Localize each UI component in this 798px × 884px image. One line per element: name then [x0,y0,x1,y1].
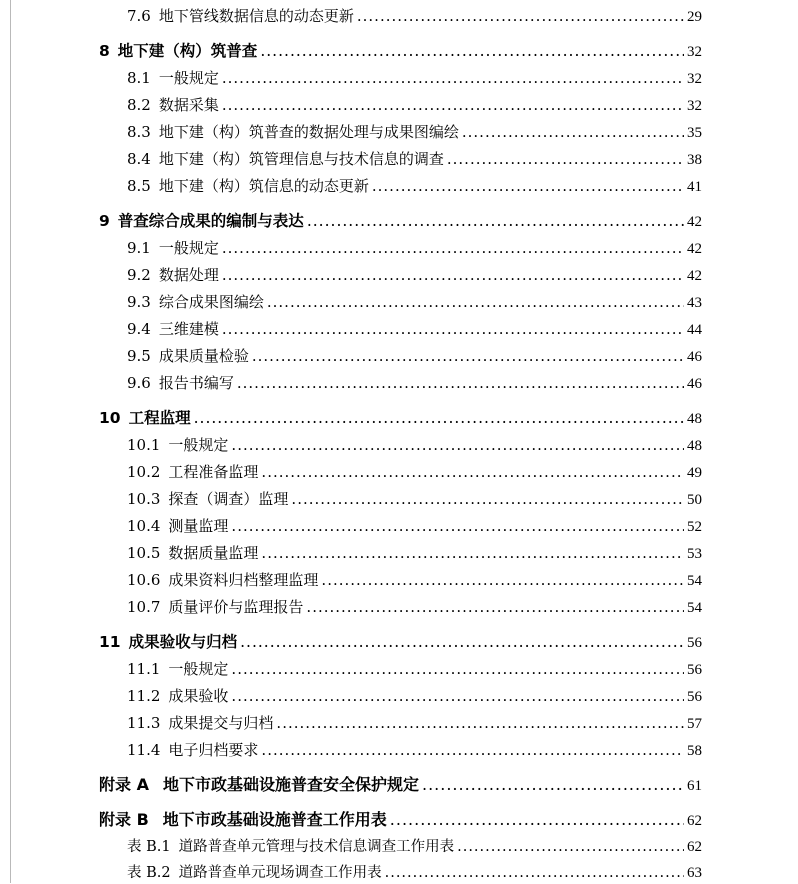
toc-entry-page-number: 57 [687,716,702,732]
toc-entry-title: 普查综合成果的编制与表达 [117,212,304,230]
toc-entry-number: 10.1 [127,436,161,454]
toc-entry-title: 质量评价与监理报告 [168,598,304,616]
toc-entry-page-number: 56 [687,662,702,678]
toc-entry-chapter[interactable] [99,210,702,232]
toc-entry-number: 8.5 [127,177,151,195]
toc-entry-number: 附录 B [99,810,149,829]
toc-entry-title: 成果提交与归档 [168,714,274,732]
toc-entry-page-number: 32 [687,44,702,60]
toc-entry-page-number: 32 [687,71,702,87]
toc-entry-number: 9.2 [127,266,151,284]
toc-entry-number: 10 [99,409,121,427]
toc-entry-section[interactable] [127,5,702,27]
toc-entry-number: 11.4 [127,741,161,759]
dot-leader [222,67,684,89]
toc-entry-title: 一般规定 [168,660,229,678]
dot-leader [267,291,684,313]
toc-entry-section[interactable] [127,291,702,313]
toc-entry-title: 成果质量检验 [158,347,249,365]
dot-leader [231,515,684,537]
dot-leader [462,121,684,143]
toc-entry-number: 8.4 [127,150,151,168]
toc-entry-page-number: 44 [687,322,702,338]
dot-leader [291,488,684,510]
toc-entry-page-number: 62 [687,813,702,829]
toc-entry-section[interactable] [127,685,702,707]
toc-entry-section[interactable] [127,121,702,143]
toc-entry-section[interactable] [127,67,702,89]
dot-leader [237,372,684,394]
toc-entry-page-number: 32 [687,98,702,114]
toc-entry-number: 9.6 [127,374,151,392]
toc-entry-page-number: 56 [687,689,702,705]
toc-entry-title: 数据处理 [158,266,219,284]
toc-entry-title: 报告书编写 [158,374,234,392]
toc-entry-title: 道路普查单元现场调查工作用表 [178,865,382,881]
dot-leader [306,596,684,618]
toc-entry-page-number: 42 [687,241,702,257]
toc-entry-page-number: 63 [687,865,702,881]
toc-entry-page-number: 48 [687,411,702,427]
toc-entry-section[interactable] [127,237,702,259]
toc-entry-section[interactable] [127,658,702,680]
toc-entry-appendix[interactable] [99,774,702,796]
dot-leader [222,264,684,286]
toc-entry-table[interactable] [127,836,702,858]
dot-leader [385,862,684,884]
toc-entry-page-number: 52 [687,519,702,535]
toc-entry-number: 8.3 [127,123,151,141]
dot-leader [307,210,684,232]
toc-entry-section[interactable] [127,712,702,734]
toc-entry-number: 9.1 [127,239,151,257]
toc-entry-page-number: 42 [687,214,702,230]
toc-entry-page-number: 58 [687,743,702,759]
toc-entry-page-number: 41 [687,179,702,195]
toc-entry-page-number: 62 [687,839,702,855]
toc-entry-section[interactable] [127,596,702,618]
toc-entry-section[interactable] [127,148,702,170]
dot-leader [252,345,684,367]
toc-entry-page-number: 42 [687,268,702,284]
toc-entry-title: 数据采集 [158,96,219,114]
toc-entry-number: 表 B.1 [127,839,171,855]
toc-entry-number: 9 [99,212,110,230]
toc-entry-number: 10.4 [127,517,161,535]
toc-entry-table[interactable] [127,862,702,884]
toc-entry-section[interactable] [127,515,702,537]
dot-leader [390,809,684,831]
toc-entry-number: 9.3 [127,293,151,311]
dot-leader [321,569,684,591]
toc-entry-page-number: 35 [687,125,702,141]
toc-entry-chapter[interactable] [99,407,702,429]
toc-entry-title: 测量监理 [168,517,229,535]
toc-entry-page-number: 53 [687,546,702,562]
toc-entry-number: 11.2 [127,687,161,705]
toc-entry-title: 工程监理 [128,409,191,427]
toc-entry-title: 电子归档要求 [168,741,259,759]
toc-entry-number: 8.1 [127,69,151,87]
toc-entry-page-number: 46 [687,376,702,392]
toc-entry-title: 地下建（构）筑管理信息与技术信息的调查 [158,150,444,168]
toc-entry-number: 10.7 [127,598,161,616]
toc-entry-page-number: 38 [687,152,702,168]
dot-leader [222,237,684,259]
toc-entry-section[interactable] [127,461,702,483]
dot-leader [447,148,684,170]
toc-entry-number: 9.4 [127,320,151,338]
toc-entry-chapter[interactable] [99,631,702,653]
toc-entry-title: 地下建（构）筑信息的动态更新 [158,177,369,195]
toc-entry-number: 8.2 [127,96,151,114]
dot-leader [194,407,684,429]
toc-entry-page-number: 54 [687,573,702,589]
toc-entry-page-number: 54 [687,600,702,616]
dot-leader [422,774,684,796]
toc-entry-number: 8 [99,42,110,60]
toc-entry-page-number: 46 [687,349,702,365]
toc-entry-title: 一般规定 [168,436,229,454]
toc-entry-number: 9.5 [127,347,151,365]
dot-leader [276,712,684,734]
dot-leader [231,658,684,680]
dot-leader [231,434,684,456]
toc-entry-number: 10.3 [127,490,161,508]
toc-entry-section[interactable] [127,372,702,394]
toc-entry-section[interactable] [127,264,702,286]
toc-entry-number: 7.6 [127,7,151,25]
toc-entry-section[interactable] [127,739,702,761]
dot-leader [261,739,684,761]
toc-entry-section[interactable] [127,345,702,367]
toc-entry-page-number: 50 [687,492,702,508]
dot-leader [372,175,684,197]
toc-entry-section[interactable] [127,488,702,510]
toc-entry-number: 11 [99,633,121,651]
dot-leader [260,40,684,62]
dot-leader [457,836,684,858]
toc-entry-title: 成果验收 [168,687,229,705]
toc-entry-title: 道路普查单元管理与技术信息调查工作用表 [178,839,455,855]
toc-entry-number: 10.2 [127,463,161,481]
toc-entry-title: 探查（调查）监理 [168,490,289,508]
toc-entry-section[interactable] [127,434,702,456]
toc-entry-title: 成果验收与归档 [128,633,238,651]
toc-entry-section[interactable] [127,94,702,116]
toc-entry-page-number: 43 [687,295,702,311]
toc-entry-title: 地下市政基础设施普查工作用表 [162,810,387,829]
toc-entry-title: 地下管线数据信息的动态更新 [158,7,354,25]
toc-entry-page-number: 61 [687,778,702,794]
dot-leader [231,685,684,707]
toc-entry-number: 10.5 [127,544,161,562]
toc-entry-title: 地下市政基础设施普查安全保护规定 [162,775,419,794]
dot-leader [357,5,684,27]
toc-entry-title: 数据质量监理 [168,544,259,562]
toc-entry-number: 11.1 [127,660,161,678]
dot-leader [222,318,684,340]
toc-entry-section[interactable] [127,542,702,564]
toc-entry-title: 地下建（构）筑普查 [117,42,258,60]
toc-entry-number: 10.6 [127,571,161,589]
toc-entry-page-number: 56 [687,635,702,651]
toc-entry-section[interactable] [127,175,702,197]
toc-entry-title: 三维建模 [158,320,219,338]
toc-entry-title: 成果资料归档整理监理 [168,571,319,589]
toc-entry-title: 工程准备监理 [168,463,259,481]
dot-leader [240,631,684,653]
dot-leader [261,542,684,564]
dot-leader [261,461,684,483]
toc-entry-page-number: 49 [687,465,702,481]
toc-entry-title: 综合成果图编绘 [158,293,264,311]
toc-entry-number: 附录 A [99,775,149,794]
toc-entry-section[interactable] [127,318,702,340]
toc-entry-number: 表 B.2 [127,865,171,881]
toc-entry-number: 11.3 [127,714,161,732]
toc-entry-appendix[interactable] [99,809,702,831]
toc-entry-title: 地下建（构）筑普查的数据处理与成果图编绘 [158,123,459,141]
toc-entry-chapter[interactable] [99,40,702,62]
toc-entry-title: 一般规定 [158,69,219,87]
toc-entry-page-number: 48 [687,438,702,454]
toc-entry-section[interactable] [127,569,702,591]
toc-entry-page-number: 29 [687,9,702,25]
dot-leader [222,94,684,116]
toc-entry-title: 一般规定 [158,239,219,257]
